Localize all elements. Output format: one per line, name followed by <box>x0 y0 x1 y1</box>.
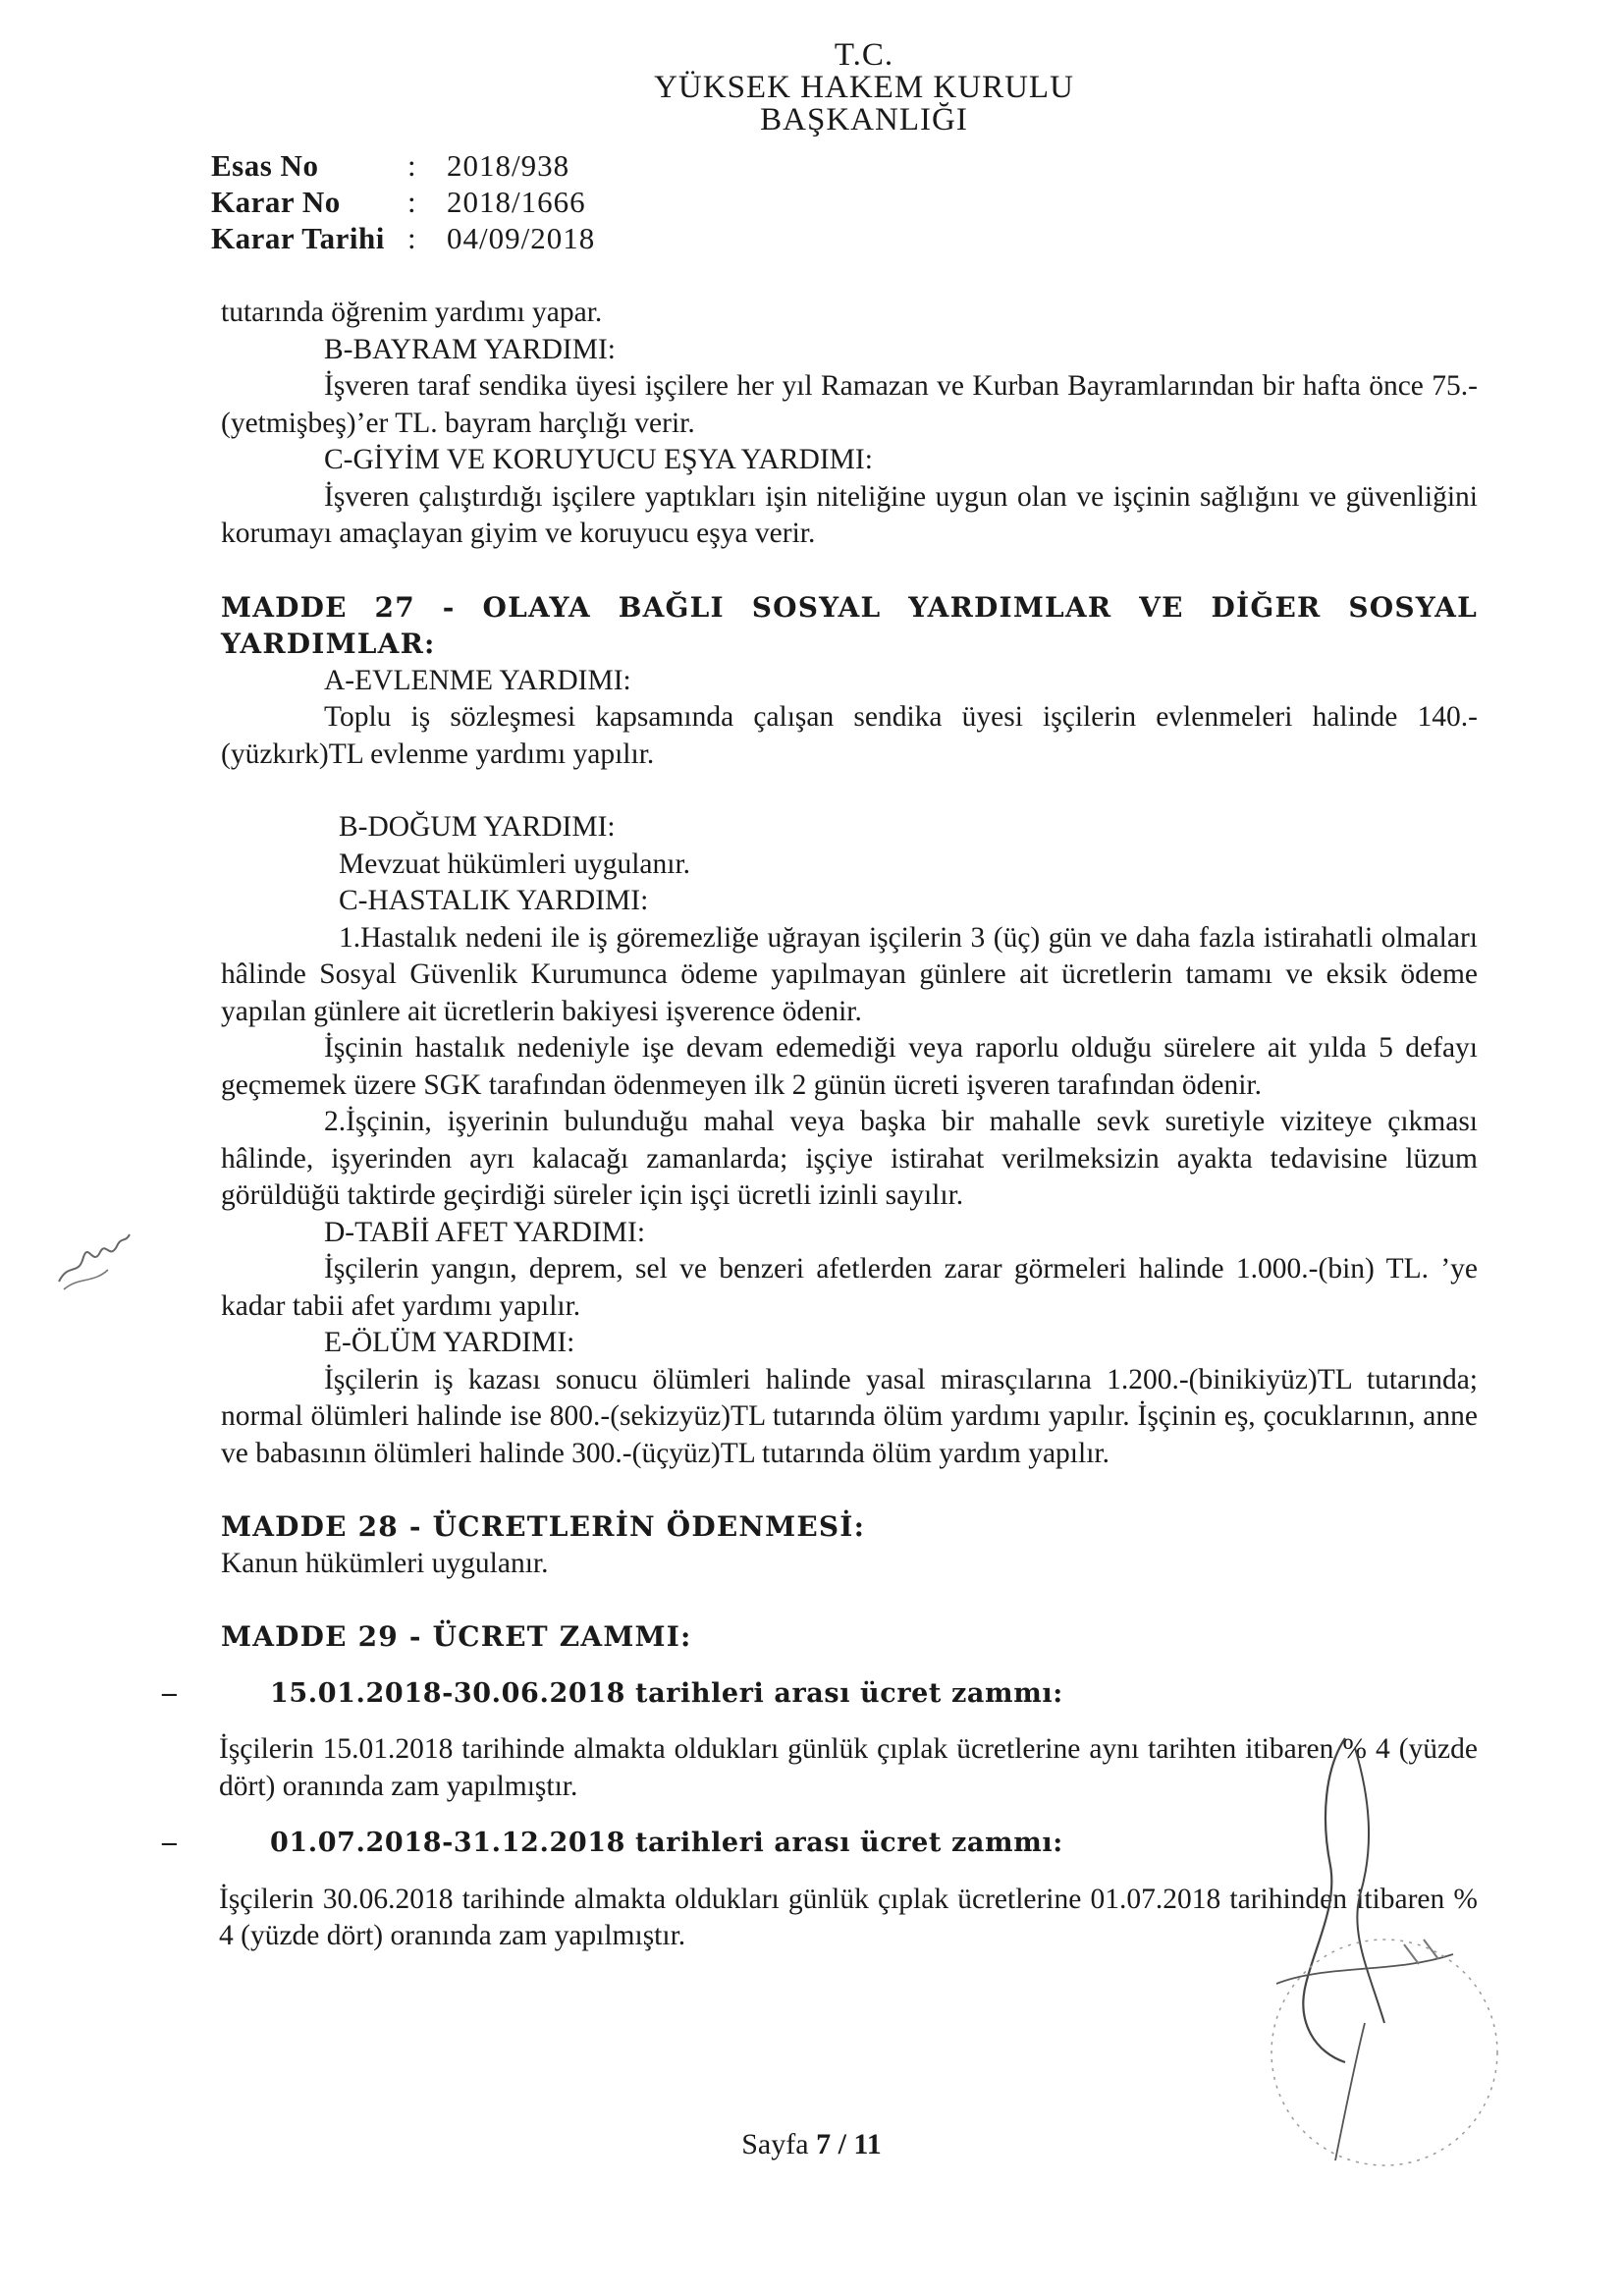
paragraph-bayram: İşveren taraf sendika üyesi işçilere her yıl Ramazan ve Kurban Bayramlarından bir hafta önce 75.-(yetmişbeş)’er TL. bayram harçlığı verir. <box>221 370 1478 439</box>
page-footer <box>0 2128 1623 2161</box>
zam-period-2-label: 01.07.2018-31.12.2018 tarihleri arası ücret zammı: <box>270 1828 1063 1858</box>
paragraph-evlenme: Toplu iş sözleşmesi kapsamında çalışan sendika üyesi işçilerin evlenmeleri halinde 140.-(yüzkırk)TL evlenme yardımı yapılır. <box>221 701 1478 770</box>
dash-bullet: – <box>162 1676 177 1709</box>
header-institution <box>0 39 1623 137</box>
zam-period-1-title <box>162 1675 1478 1713</box>
paragraph-afet: İşçilerin yangın, deprem, sel ve benzeri afetlerden zarar görmeleri halinde 1.000.-(bin) TL. ’ye kadar tabii afet yardımı yapılır. <box>221 1253 1478 1322</box>
paragraph-giyim: İşveren çalıştırdığı işçilere yaptıkları işin niteliğine uygun olan ve işçinin sağlığını ve güvenliğini korumayı amaçlayan giyim ve koruyucu eşya verir. <box>221 480 1478 549</box>
heading-madde-27: MADDE 27 - OLAYA BAĞLI SOSYAL YARDIMLAR VE DİĞER SOSYAL YARDIMLAR: <box>221 590 1478 660</box>
dash-bullet: – <box>162 1827 177 1858</box>
meta-row-esas <box>211 147 595 184</box>
meta-value: 04/09/2018 <box>447 221 596 255</box>
meta-colon: : <box>407 148 416 183</box>
spacer <box>221 1582 1478 1618</box>
meta-colon: : <box>407 221 416 255</box>
meta-row-karar <box>211 184 595 220</box>
meta-row-tarih <box>211 220 595 256</box>
heading-madde-29: MADDE 29 - ÜCRET ZAMMI: <box>221 1620 692 1653</box>
paragraph-dogum: Mevzuat hükümleri uygulanır. <box>339 847 691 880</box>
meta-key: Karar Tarihi <box>211 221 385 255</box>
spacer <box>221 1472 1478 1508</box>
heading-olum-yardimi: E-ÖLÜM YARDIMI: <box>324 1327 575 1358</box>
header-line-court: YÜKSEK HAKEM KURULU <box>654 70 1074 105</box>
heading-hastalik-yardimi: C-HASTALIK YARDIMI: <box>339 885 649 916</box>
spacer <box>221 1656 1478 1675</box>
meta-key: Karar No <box>211 185 341 219</box>
paragraph-zam-1: İşçilerin 15.01.2018 tarihinde almakta oldukları günlük çıplak ücretlerine aynı tarihten itibaren % 4 (yüzde dört) oranında zam yapılmıştır. <box>219 1733 1478 1802</box>
spacer <box>221 553 1478 589</box>
document-body <box>162 295 1478 1955</box>
heading-bayram-yardimi: B-BAYRAM YARDIMI: <box>324 333 616 365</box>
heading-evlenme-yardimi: A-EVLENME YARDIMI: <box>324 664 631 696</box>
spacer <box>221 773 1478 809</box>
case-metadata <box>211 147 595 256</box>
signature-stamp <box>1159 1728 1532 2180</box>
paragraph-continuation: tutarında öğrenim yardımı yapar. <box>221 297 603 328</box>
header-line-tc: T.C. <box>834 37 894 73</box>
heading-madde-28: MADDE 28 - ÜCRETLERİN ÖDENMESİ: <box>221 1510 866 1543</box>
page-label: Sayfa <box>741 2128 809 2160</box>
paragraph-zam-2: İşçilerin 30.06.2018 tarihinde almakta oldukları günlük çıplak ücretlerine 01.07.2018 tarihinden itibaren % 4 (yüzde dört) oranında zam yapılmıştır. <box>219 1883 1478 1951</box>
paragraph-madde-28: Kanun hükümleri uygulanır. <box>221 1547 549 1579</box>
meta-value: 2018/1666 <box>447 185 586 219</box>
paragraph-hastalik-3: 2.İşçinin, işyerinin bulunduğu mahal veya başka bir mahalle sevk suretiyle viziteye çıkması hâlinde, işyerinden ayrı kalacağı zamanlarda; işçiye istirahat verilmeksizin ayakta tedavisine lüzum görüldüğü taktirde geçirdiği süreler için işçi ücretli izinli sayılır. <box>221 1106 1478 1211</box>
meta-value: 2018/938 <box>447 148 570 183</box>
heading-giyim-yardimi: C-GİYİM VE KORUYUCU EŞYA YARDIMI: <box>324 444 873 475</box>
paragraph-olum: İşçilerin iş kazası sonucu ölümleri halinde yasal mirasçılarına 1.200.-(binikiyüz)TL tutarında; normal ölümleri halinde ise 800.-(sekizyüz)TL tutarında ölüm yardımı yapılır. İşçinin eş, çocuklarının, anne ve babasının ölümleri halinde 300.-(üçyüz)TL tutarında ölüm yardım yapılır. <box>221 1363 1478 1469</box>
meta-colon: : <box>407 185 416 219</box>
paragraph-hastalik-2: İşçinin hastalık nedeniyle işe devam edemediği veya raporlu olduğu sürelere ait yılda 5 defayı geçmemek üzere SGK tarafından ödenmeyen ilk 2 günün ücreti işveren tarafından ödenir. <box>221 1032 1478 1101</box>
header-line-presidency: BAŞKANLIĞI <box>760 102 968 137</box>
heading-dogum-yardimi: B-DOĞUM YARDIMI: <box>339 811 616 843</box>
page-number: 7 / 11 <box>816 2128 882 2160</box>
paragraph-hastalik-1: 1.Hastalık nedeni ile iş göremezliğe uğrayan işçilerin 3 (üç) gün ve daha fazla istirahatli olmaları hâlinde Sosyal Güvenlik Kurumunca ödeme yapılmayan günlere ait ücretlerin tamamı ve eksik ödeme yapılan günlere ait ücretlerin bakiyesi işverence ödenir. <box>221 921 1478 1027</box>
meta-key: Esas No <box>211 148 319 183</box>
zam-period-1-label: 15.01.2018-30.06.2018 tarihleri arası ücret zammı: <box>270 1677 1063 1709</box>
paraph-mark <box>49 1223 137 1296</box>
heading-afet-yardimi: D-TABİİ AFET YARDIMI: <box>324 1216 646 1248</box>
